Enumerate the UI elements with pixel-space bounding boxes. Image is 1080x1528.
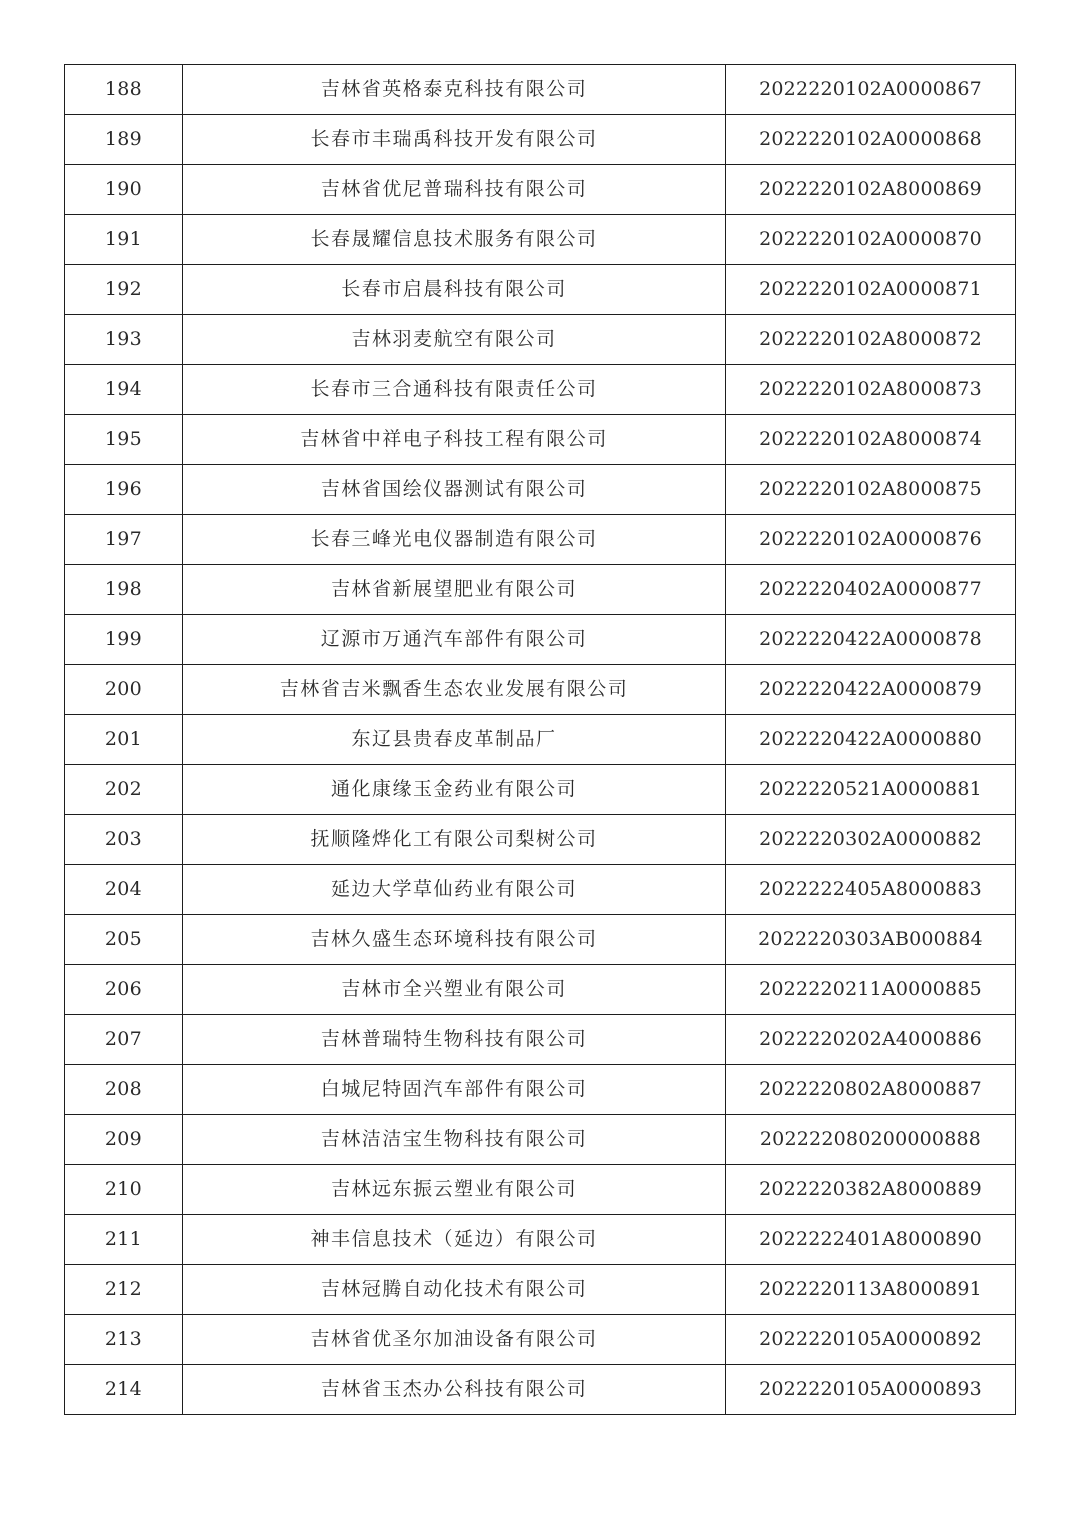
company-name-cell: 长春市启晨科技有限公司 <box>183 265 726 315</box>
registration-code-cell: 2022220102A0000868 <box>726 115 1016 165</box>
row-number-cell: 203 <box>65 815 183 865</box>
company-name-cell: 吉林省中祥电子科技工程有限公司 <box>183 415 726 465</box>
registration-code-cell: 2022220102A8000869 <box>726 165 1016 215</box>
registration-code-cell: 2022220211A0000885 <box>726 965 1016 1015</box>
table-row <box>65 1015 1016 1065</box>
registration-code-cell: 2022220102A0000870 <box>726 215 1016 265</box>
company-name-cell: 长春三峰光电仪器制造有限公司 <box>183 515 726 565</box>
company-name-cell: 吉林市全兴塑业有限公司 <box>183 965 726 1015</box>
registration-code-cell: 2022220382A8000889 <box>726 1165 1016 1215</box>
table-row <box>65 765 1016 815</box>
registration-code-cell: 2022220102A8000873 <box>726 365 1016 415</box>
table-row <box>65 315 1016 365</box>
registration-code-cell: 2022220521A0000881 <box>726 765 1016 815</box>
registration-code-cell: 2022220302A0000882 <box>726 815 1016 865</box>
table-row <box>65 715 1016 765</box>
company-name-cell: 神丰信息技术（延边）有限公司 <box>183 1215 726 1265</box>
row-number-cell: 199 <box>65 615 183 665</box>
table-row <box>65 915 1016 965</box>
table-row <box>65 1265 1016 1315</box>
table-row <box>65 1315 1016 1365</box>
registration-code-cell: 2022220102A0000867 <box>726 65 1016 115</box>
table-row <box>65 265 1016 315</box>
company-name-cell: 抚顺隆烨化工有限公司梨树公司 <box>183 815 726 865</box>
row-number-cell: 204 <box>65 865 183 915</box>
row-number-cell: 213 <box>65 1315 183 1365</box>
row-number-cell: 214 <box>65 1365 183 1415</box>
company-name-cell: 延边大学草仙药业有限公司 <box>183 865 726 915</box>
row-number-cell: 201 <box>65 715 183 765</box>
table-row <box>65 615 1016 665</box>
company-name-cell: 吉林省优圣尔加油设备有限公司 <box>183 1315 726 1365</box>
row-number-cell: 208 <box>65 1065 183 1115</box>
registration-code-cell: 2022220102A8000875 <box>726 465 1016 515</box>
table-row <box>65 415 1016 465</box>
table-row <box>65 465 1016 515</box>
company-name-cell: 长春市丰瑞禹科技开发有限公司 <box>183 115 726 165</box>
registry-table-body <box>65 65 1016 1415</box>
registration-code-cell: 2022220202A4000886 <box>726 1015 1016 1065</box>
company-name-cell: 吉林洁洁宝生物科技有限公司 <box>183 1115 726 1165</box>
registration-code-cell: 2022220105A0000892 <box>726 1315 1016 1365</box>
registration-code-cell: 202222080200000888 <box>726 1115 1016 1165</box>
registration-code-cell: 2022220102A0000876 <box>726 515 1016 565</box>
company-name-cell: 吉林羽麦航空有限公司 <box>183 315 726 365</box>
table-row <box>65 65 1016 115</box>
registration-code-cell: 2022222401A8000890 <box>726 1215 1016 1265</box>
row-number-cell: 210 <box>65 1165 183 1215</box>
row-number-cell: 211 <box>65 1215 183 1265</box>
row-number-cell: 206 <box>65 965 183 1015</box>
row-number-cell: 202 <box>65 765 183 815</box>
company-registry-table <box>64 64 1016 1415</box>
company-name-cell: 吉林远东振云塑业有限公司 <box>183 1165 726 1215</box>
row-number-cell: 192 <box>65 265 183 315</box>
registration-code-cell: 2022220422A0000880 <box>726 715 1016 765</box>
registration-code-cell: 2022220102A0000871 <box>726 265 1016 315</box>
table-row <box>65 1115 1016 1165</box>
table-row <box>65 515 1016 565</box>
company-name-cell: 长春晟耀信息技术服务有限公司 <box>183 215 726 265</box>
table-row <box>65 815 1016 865</box>
registration-code-cell: 2022220105A0000893 <box>726 1365 1016 1415</box>
company-name-cell: 吉林省英格泰克科技有限公司 <box>183 65 726 115</box>
table-row <box>65 1165 1016 1215</box>
registration-code-cell: 2022220422A0000879 <box>726 665 1016 715</box>
company-name-cell: 通化康缘玉金药业有限公司 <box>183 765 726 815</box>
company-name-cell: 吉林冠腾自动化技术有限公司 <box>183 1265 726 1315</box>
row-number-cell: 198 <box>65 565 183 615</box>
row-number-cell: 195 <box>65 415 183 465</box>
table-row <box>65 665 1016 715</box>
row-number-cell: 197 <box>65 515 183 565</box>
row-number-cell: 205 <box>65 915 183 965</box>
registration-code-cell: 2022220102A8000872 <box>726 315 1016 365</box>
row-number-cell: 200 <box>65 665 183 715</box>
company-name-cell: 吉林省玉杰办公科技有限公司 <box>183 1365 726 1415</box>
table-row <box>65 1365 1016 1415</box>
company-name-cell: 吉林普瑞特生物科技有限公司 <box>183 1015 726 1065</box>
registration-code-cell: 2022220422A0000878 <box>726 615 1016 665</box>
row-number-cell: 193 <box>65 315 183 365</box>
row-number-cell: 194 <box>65 365 183 415</box>
company-name-cell: 白城尼特固汽车部件有限公司 <box>183 1065 726 1115</box>
row-number-cell: 207 <box>65 1015 183 1065</box>
registration-code-cell: 2022220303AB000884 <box>726 915 1016 965</box>
company-name-cell: 东辽县贵春皮革制品厂 <box>183 715 726 765</box>
table-row <box>65 965 1016 1015</box>
row-number-cell: 212 <box>65 1265 183 1315</box>
company-name-cell: 吉林省吉米飘香生态农业发展有限公司 <box>183 665 726 715</box>
registration-code-cell: 2022220102A8000874 <box>726 415 1016 465</box>
table-row <box>65 365 1016 415</box>
row-number-cell: 188 <box>65 65 183 115</box>
company-name-cell: 辽源市万通汽车部件有限公司 <box>183 615 726 665</box>
company-name-cell: 吉林省国绘仪器测试有限公司 <box>183 465 726 515</box>
table-row <box>65 115 1016 165</box>
table-row <box>65 165 1016 215</box>
row-number-cell: 196 <box>65 465 183 515</box>
row-number-cell: 209 <box>65 1115 183 1165</box>
company-name-cell: 长春市三合通科技有限责任公司 <box>183 365 726 415</box>
row-number-cell: 191 <box>65 215 183 265</box>
table-row <box>65 865 1016 915</box>
registration-code-cell: 2022220802A8000887 <box>726 1065 1016 1115</box>
registration-code-cell: 2022222405A8000883 <box>726 865 1016 915</box>
company-name-cell: 吉林省优尼普瑞科技有限公司 <box>183 165 726 215</box>
row-number-cell: 189 <box>65 115 183 165</box>
table-row <box>65 215 1016 265</box>
registration-code-cell: 2022220402A0000877 <box>726 565 1016 615</box>
table-row <box>65 1065 1016 1115</box>
table-row <box>65 565 1016 615</box>
company-name-cell: 吉林久盛生态环境科技有限公司 <box>183 915 726 965</box>
table-row <box>65 1215 1016 1265</box>
row-number-cell: 190 <box>65 165 183 215</box>
company-name-cell: 吉林省新展望肥业有限公司 <box>183 565 726 615</box>
registration-code-cell: 2022220113A8000891 <box>726 1265 1016 1315</box>
